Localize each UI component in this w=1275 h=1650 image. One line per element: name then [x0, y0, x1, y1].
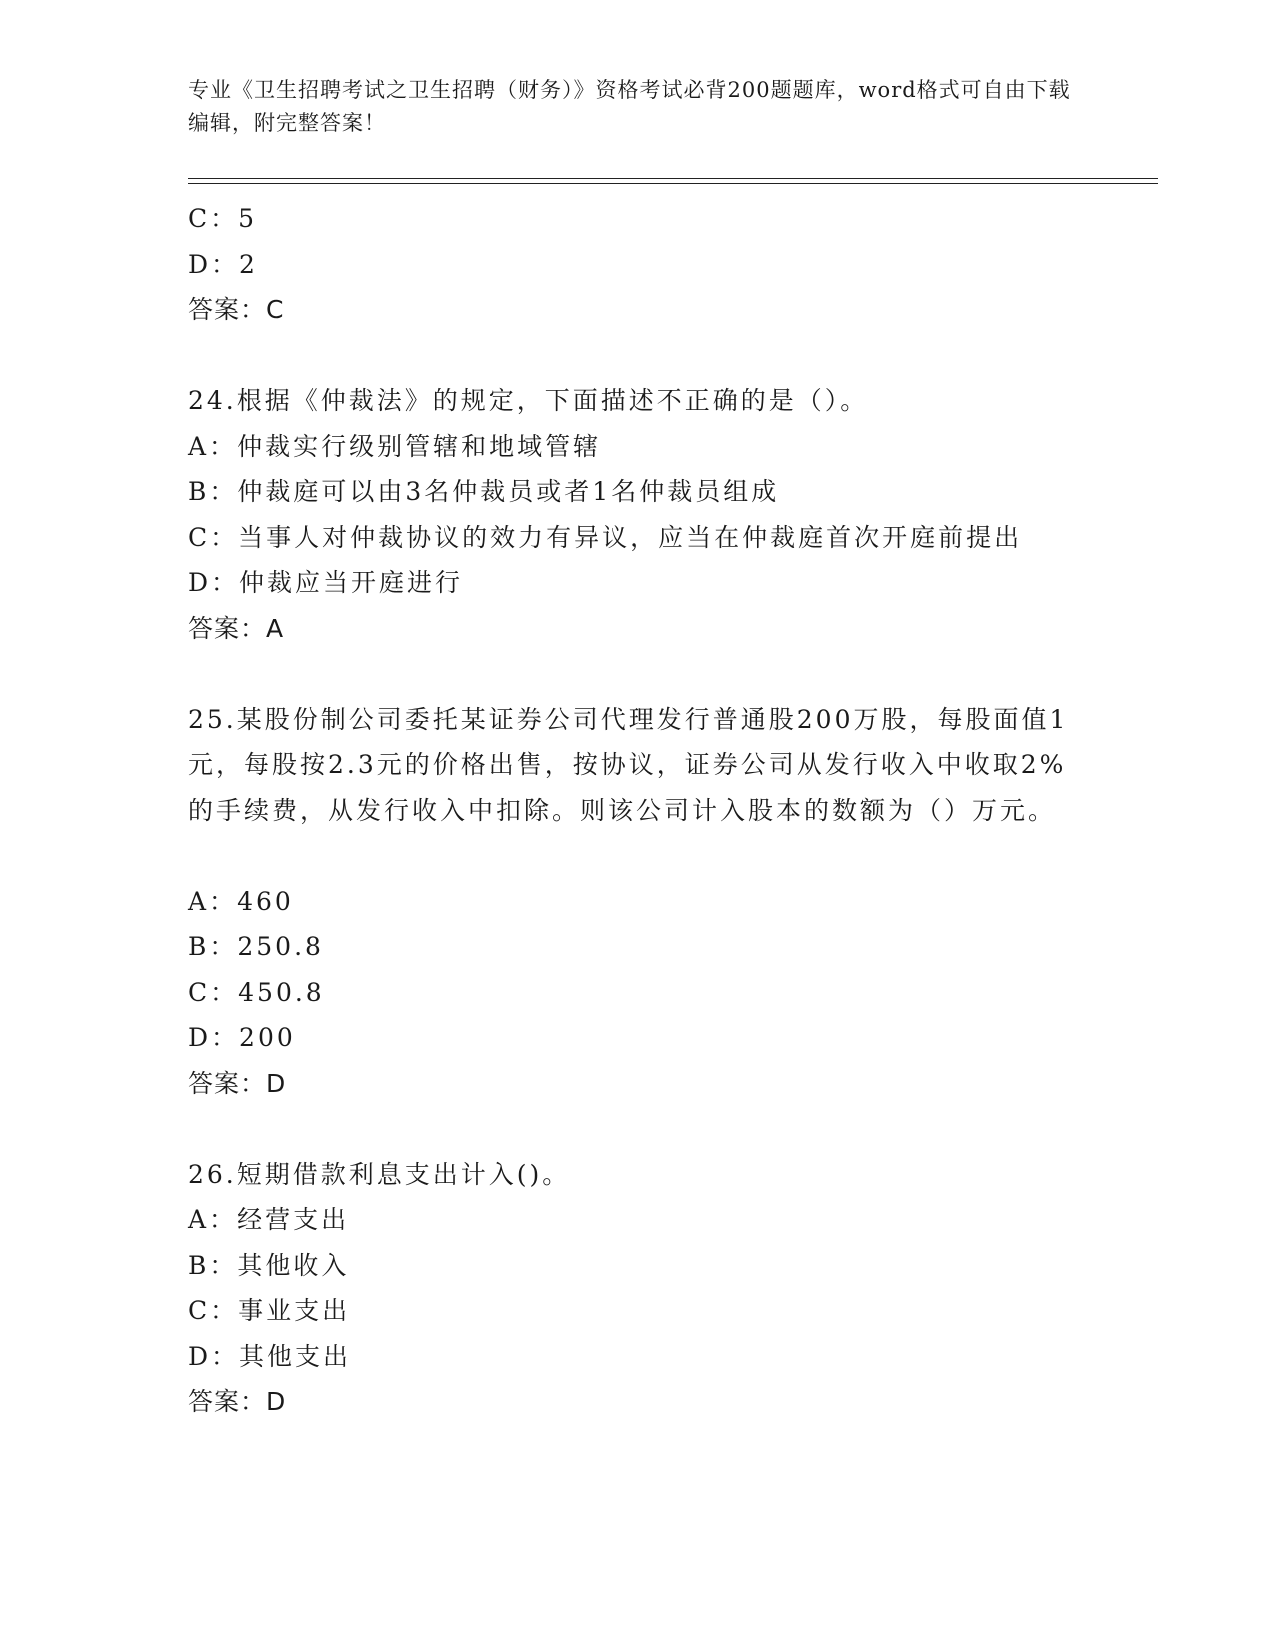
spacer — [188, 1106, 1088, 1152]
answer-line: 答案：D — [188, 1068, 287, 1098]
spacer — [188, 333, 1088, 379]
option-d: D：其他支出 — [188, 1341, 352, 1371]
option-b: B：其他收入 — [188, 1250, 350, 1280]
question-content — [188, 196, 1088, 1425]
option-c: C：当事人对仲裁协议的效力有异议，应当在仲裁庭首次开庭前提出 — [188, 522, 1023, 552]
option-b: B：250.8 — [188, 932, 324, 961]
option-a: A：460 — [188, 886, 294, 916]
header-divider-bottom — [188, 183, 1158, 184]
option-d: D：仲裁应当开庭进行 — [188, 568, 464, 597]
option-a: A：经营支出 — [188, 1205, 350, 1234]
spacer — [188, 651, 1088, 697]
answer-line: 答案：D — [188, 1387, 287, 1416]
question-stem: 24.根据《仲裁法》的规定，下面描述不正确的是（）。 — [188, 386, 869, 415]
option-c: C：事业支出 — [188, 1296, 351, 1325]
question-stem: 26.短期借款利息支出计入()。 — [188, 1159, 571, 1189]
option-a: A：仲裁实行级别管辖和地域管辖 — [188, 431, 602, 461]
header-divider-top — [188, 178, 1158, 179]
option-b: B：仲裁庭可以由3名仲裁员或者1名仲裁员组成 — [188, 477, 780, 506]
document-header: 专业《卫生招聘考试之卫生招聘（财务）》资格考试必背200题题库，word格式可自由下载编辑，附完整答案！ — [188, 78, 1071, 135]
option-d: D：2 — [188, 249, 258, 279]
option-c: C：5 — [188, 204, 258, 233]
answer-line: 答案：C — [188, 295, 285, 324]
option-d: D：200 — [188, 1023, 296, 1052]
question-stem: 25.某股份制公司委托某证券公司代理发行普通股200万股，每股面值1元，每股按2.3元的价格出售，按协议，证券公司从发行收入中收取2%的手续费，从发行收入中扣除。则该公司计入股本的数额为（）万元。 — [188, 704, 1069, 825]
option-c: C：450.8 — [188, 977, 325, 1007]
answer-line: 答案：A — [188, 613, 285, 643]
